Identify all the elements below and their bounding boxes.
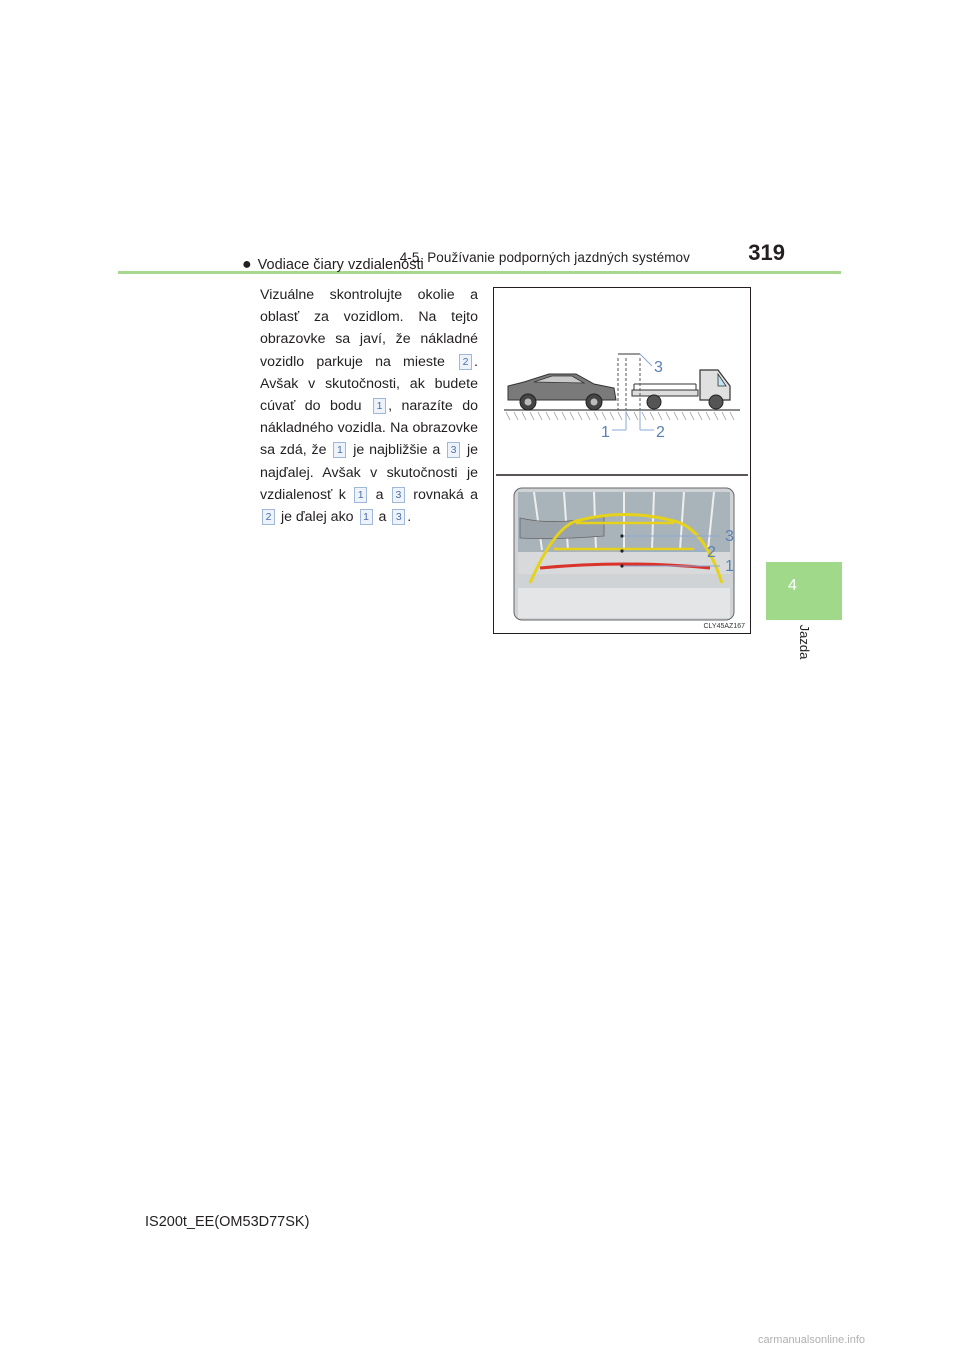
- figure-illustration: [493, 287, 751, 634]
- callout-marker: 1: [333, 442, 346, 458]
- document-id: IS200t_EE(OM53D77SK): [145, 1214, 310, 1230]
- callout-marker: 3: [392, 509, 405, 525]
- callout-marker: 3: [447, 442, 460, 458]
- page-number: 319: [748, 240, 785, 265]
- section-title: 4-5. Používanie podporných jazdných systémov: [399, 250, 690, 265]
- camera-view-scene: [514, 488, 734, 620]
- callout-marker: 1: [354, 487, 367, 503]
- parking-guide-illustration: [494, 288, 750, 633]
- text-run: je najbližšie a: [348, 442, 446, 459]
- chapter-name: Jazda: [797, 624, 812, 660]
- side-view-scene: [504, 354, 740, 441]
- callout-2-bottom: 2: [707, 544, 716, 561]
- body-paragraph: [260, 284, 478, 528]
- chapter-number: 4: [788, 577, 797, 594]
- figure-code: CLY45AZ167: [703, 623, 745, 630]
- callout-3-bottom: 3: [725, 528, 734, 545]
- text-run: Vizuálne skontrolujte okolie a oblasť za vozidlom. Na tejto obrazovke sa javí, že nákladné vozidlo parkuje na mieste: [260, 287, 478, 370]
- text-run: a: [374, 509, 391, 526]
- callout-1-bottom: 1: [725, 558, 734, 575]
- callout-marker: 3: [392, 487, 405, 503]
- heading-text: Vodiace čiary vzdialenosti: [257, 257, 424, 273]
- bullet-heading: [242, 256, 424, 274]
- callout-marker: 2: [262, 509, 275, 525]
- callout-2-top: 2: [656, 424, 665, 441]
- text-run: rovnaká a: [406, 486, 478, 503]
- header-rule: [118, 271, 841, 274]
- watermark: carmanualsonline.info: [758, 1334, 866, 1346]
- text-run: je najďalej. Avšak v skutočnosti je vzdialenosť k: [260, 442, 478, 503]
- callout-marker: 1: [373, 398, 386, 414]
- callout-marker: 1: [360, 509, 373, 525]
- text-run: je ďalej ako: [277, 509, 358, 526]
- callout-marker: 2: [459, 354, 472, 370]
- text-run: a: [369, 486, 390, 503]
- text-run: , narazíte do nákladného vozidla. Na obrazovke sa zdá, že: [260, 398, 478, 459]
- callout-3-top: 3: [654, 359, 663, 376]
- bullet-icon: ●: [242, 256, 252, 273]
- callout-1-top: 1: [601, 424, 610, 441]
- text-run: .: [407, 509, 412, 526]
- text-run: . Avšak v skutočnosti, ak budete cúvať do bodu: [260, 353, 478, 415]
